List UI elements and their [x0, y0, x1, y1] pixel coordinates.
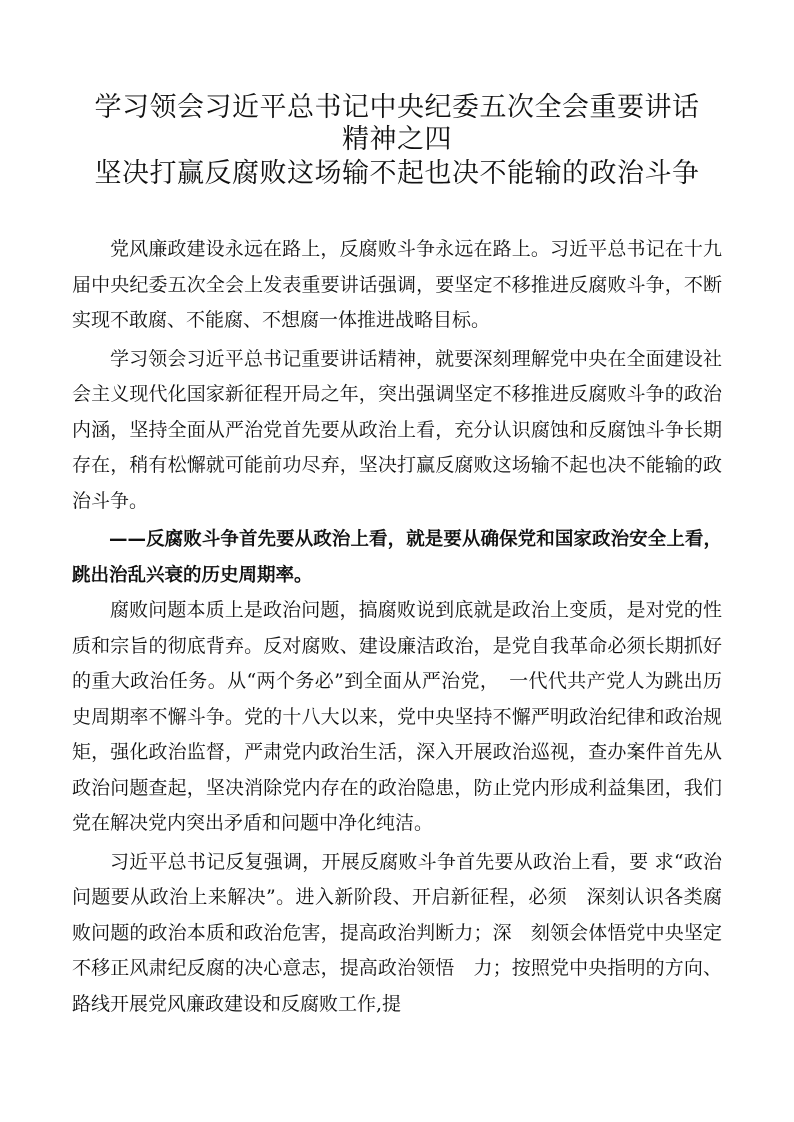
title-line-1: 学习领会习近平总书记中央纪委五次全会重要讲话 [94, 92, 700, 123]
paragraph-1: 党风廉政建设永远在路上，反腐败斗争永远在路上。习近平总书记在十九届中央纪委五次全会上发表重要讲话强调，要坚定不移推进反腐败斗争，不断实现不敢腐、不能腐、不想腐一体推进战略目标。 [72, 238, 722, 331]
document-body [72, 232, 722, 1022]
paragraph-3: 腐败问题本质上是政治问题，搞腐败说到底就是政治上变质，是对党的性质和宗旨的彻底背弃。反对腐败、建设廉洁政治，是党自我革命必须长期抓好的重大政治任务。从“两个务必”到全面从严治党， 一代代共产党人为跳出历史周期率不懈斗争。党的十八大以来，党中央坚持不懈严明政治纪律和政治规矩，强化政治监督，严肃党内政治生活，深入开展政治巡视，查办案件首先从政治问题查起，坚决消除党内存在的政治隐患，防止党内形成利益集团，我们党在解决党内突出矛盾和问题中净化纯洁。 [72, 599, 722, 834]
title-line-3: 坚决打赢反腐败这场输不起也决不能输的政治斗争 [94, 158, 700, 189]
paragraph-4: 习近平总书记反复强调，开展反腐败斗争首先要从政治上看，要 求“政治问题要从政治上来解决”。进入新阶段、开启新征程，必须 深刻认识各类腐败问题的政治本质和政治危害，提高政治判断力；深 刻领会体悟党中央坚定不移正风肃纪反腐的决心意志，提高政治领悟 力；按照党中央指明的方向、路线开展党风廉政建设和反腐败工作,提 [72, 850, 722, 1015]
title-line-2: 精神之四 [342, 124, 452, 155]
document-title [60, 92, 734, 190]
paragraph-2: 学习领会习近平总书记重要讲话精神，就要深刻理解党中央在全面建设社会主义现代化国家新征程开局之年，突出强调坚定不移推进反腐败斗争的政治内涵，坚持全面从严治党首先要从政治上看，充分认识腐蚀和反腐蚀斗争长期存在，稍有松懈就可能前功尽弃，坚决打赢反腐败这场输不起也决不能输的政治斗争。 [72, 347, 722, 512]
section-heading: ——反腐败斗争首先要从政治上看，就是要从确保党和国家政治安全上看，跳出治乱兴衰的历史周期率。 [72, 529, 722, 586]
